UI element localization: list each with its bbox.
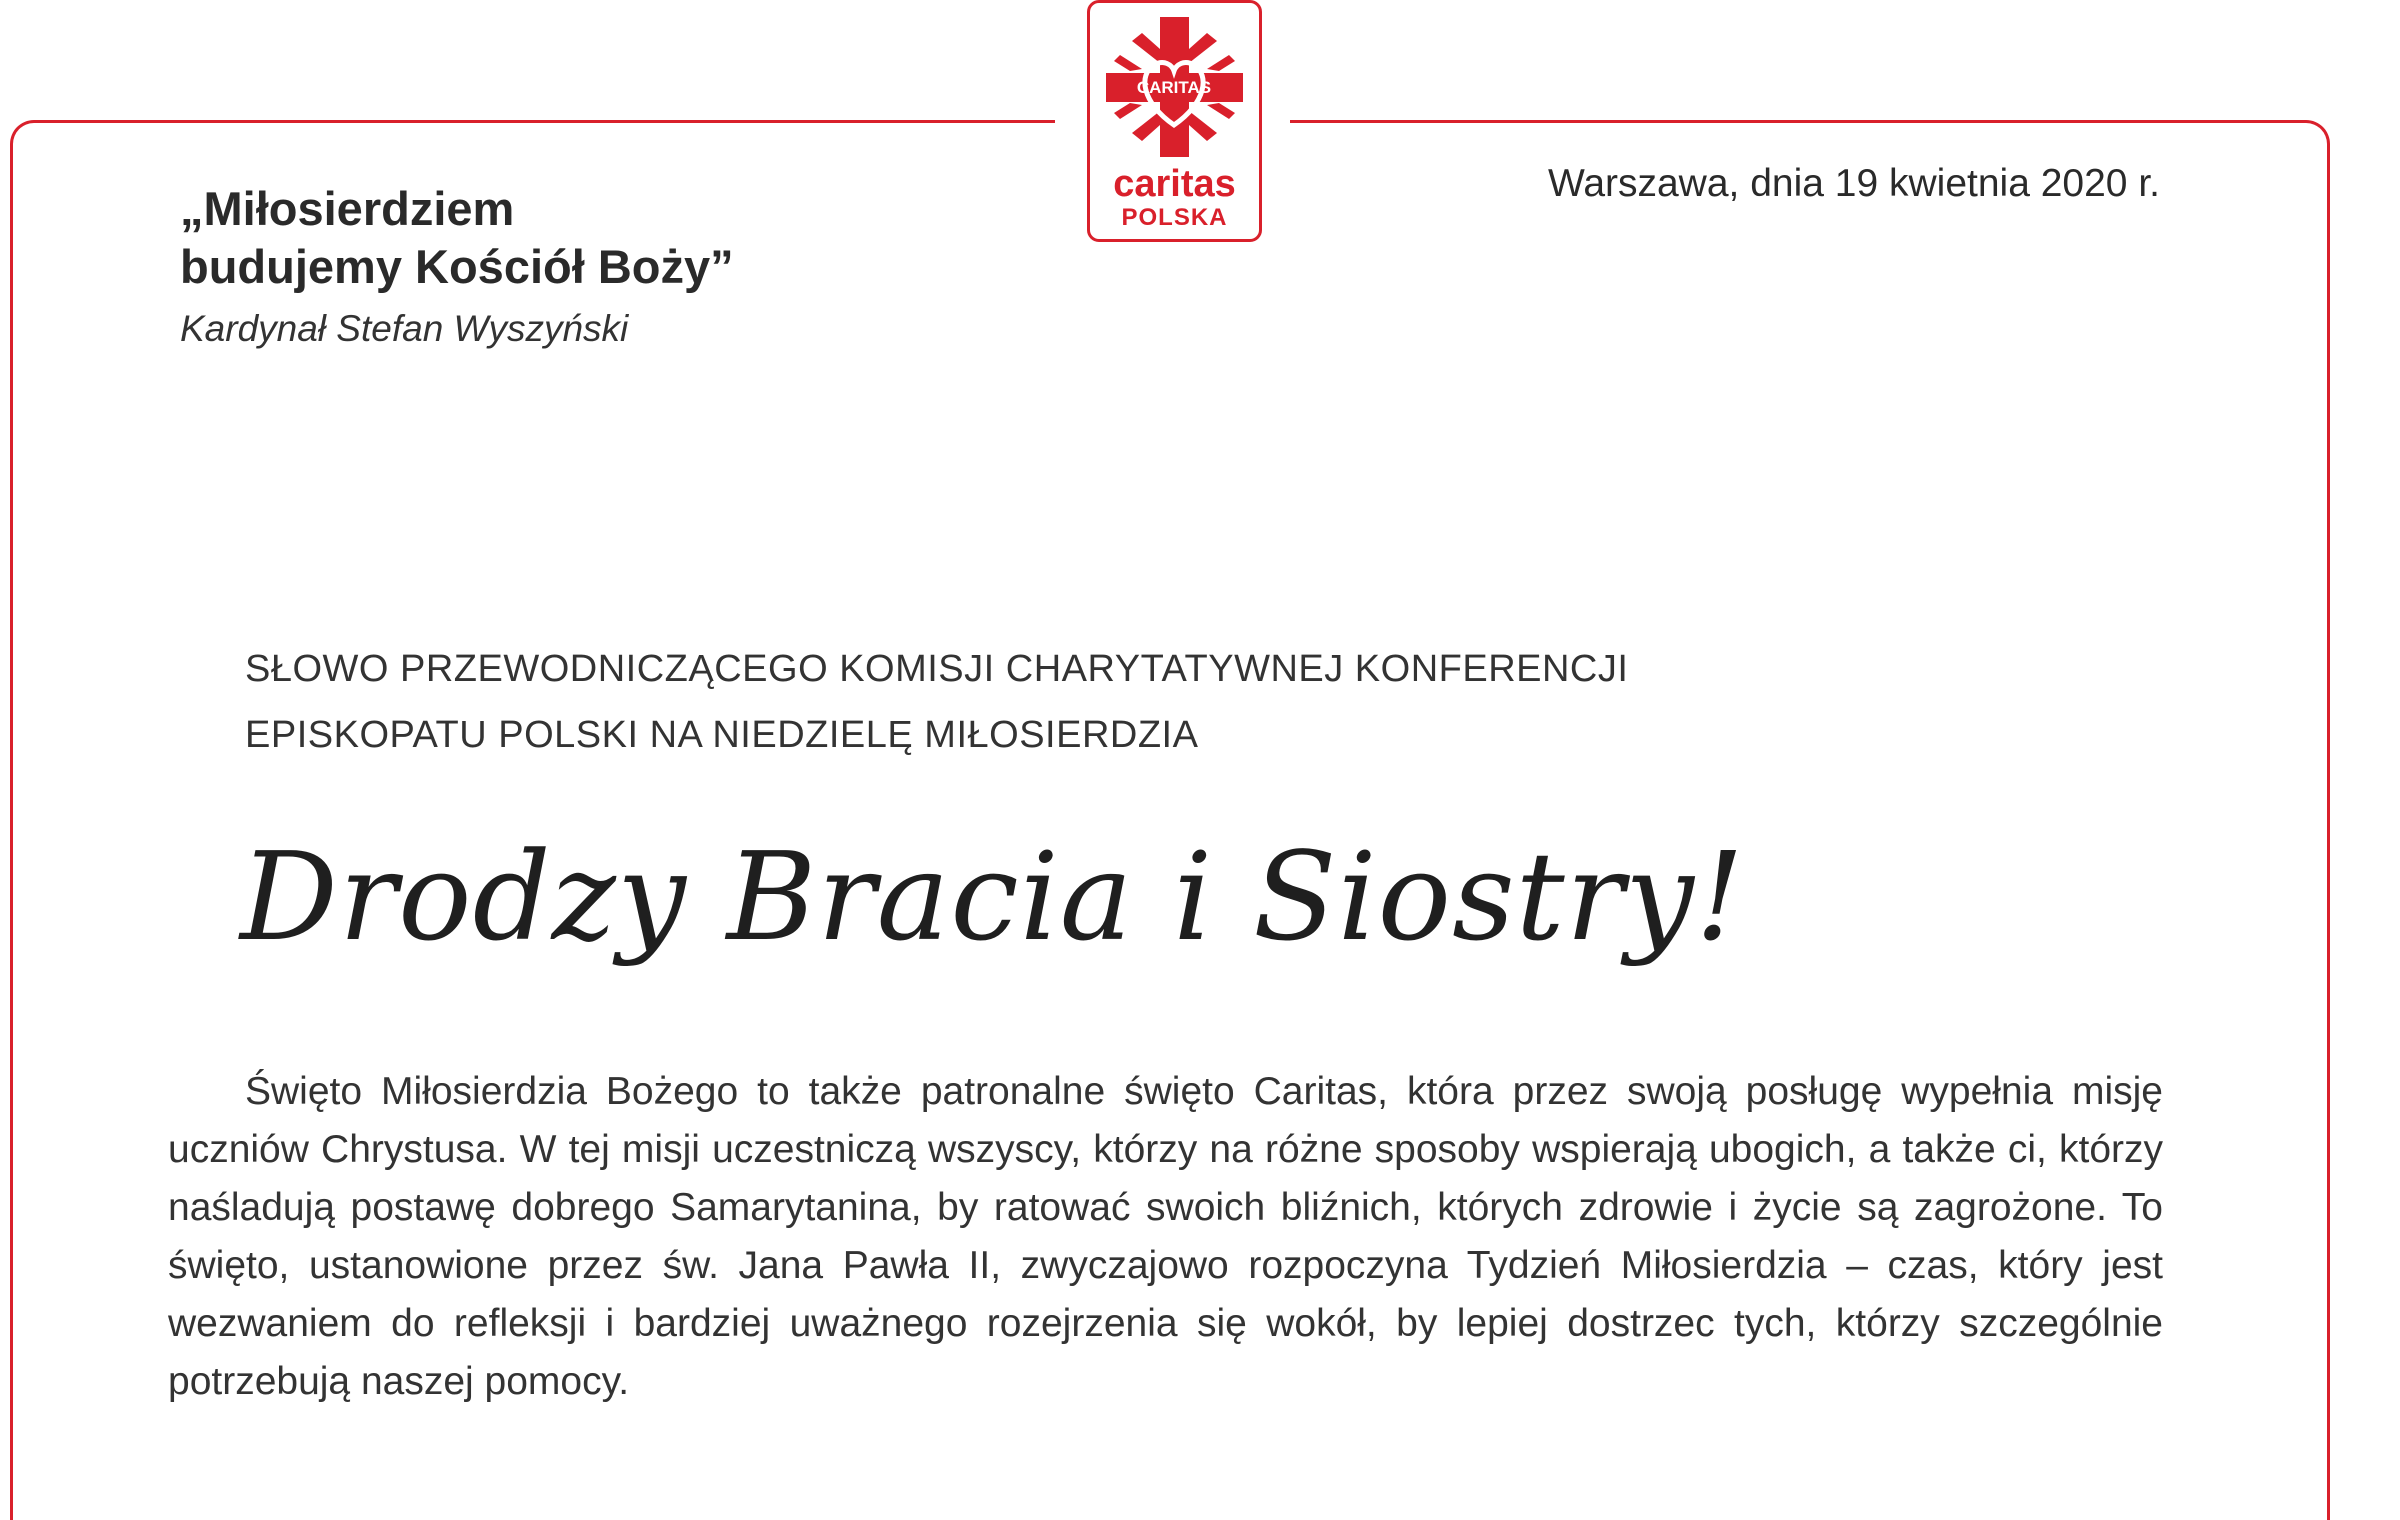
body-paragraph: Święto Miłosierdzia Bożego to także patronalne święto Caritas, która przez swoją posługę wypełnia misję uczniów Chrystusa. W tej misji uczestniczą wszyscy, którzy na różne sposoby wspierają ubogich, a także ci, którzy naśladują postawę dobrego Samarytanina, by ratować swoich bliźnich, których zdrowie i życie są zagrożone. To święto, ustanowione przez św. Jana Pawła II, zwyczajowo rozpoczyna Tydzień Miłosierdzia – czas, który jest wezwaniem do refleksji i bardziej uważnego rozejrzenia się wokół, by lepiej dostrzec tych, którzy szczególnie potrzebują naszej pomocy. [168, 1070, 2163, 1403]
motto-author: Kardynał Stefan Wyszyński [180, 308, 629, 349]
caritas-cross-icon [1102, 13, 1247, 161]
motto-line-2: budujemy Kościół Boży” [180, 240, 734, 293]
heading-line-2: EPISKOPATU POLSKI NA NIEDZIELĘ MIŁOSIERDZIA [245, 714, 1199, 756]
document-heading [245, 636, 1628, 768]
document-date: Warszawa, dnia 19 kwietnia 2020 r. [1547, 162, 2160, 205]
motto-line-1: „Miłosierdziem [180, 182, 515, 235]
heading-line-1: SŁOWO PRZEWODNICZĄCEGO KOMISJI CHARYTATYWNEJ KONFERENCJI [245, 648, 1629, 690]
motto-quote [180, 180, 734, 296]
logo-country: POLSKA [1121, 204, 1228, 231]
logo-cross-text: CARITAS [1136, 78, 1212, 97]
logo-wordmark: caritas [1113, 163, 1236, 205]
greeting: Drodzy Bracia i Siostry! [240, 826, 1745, 968]
caritas-logo [1087, 0, 1262, 242]
